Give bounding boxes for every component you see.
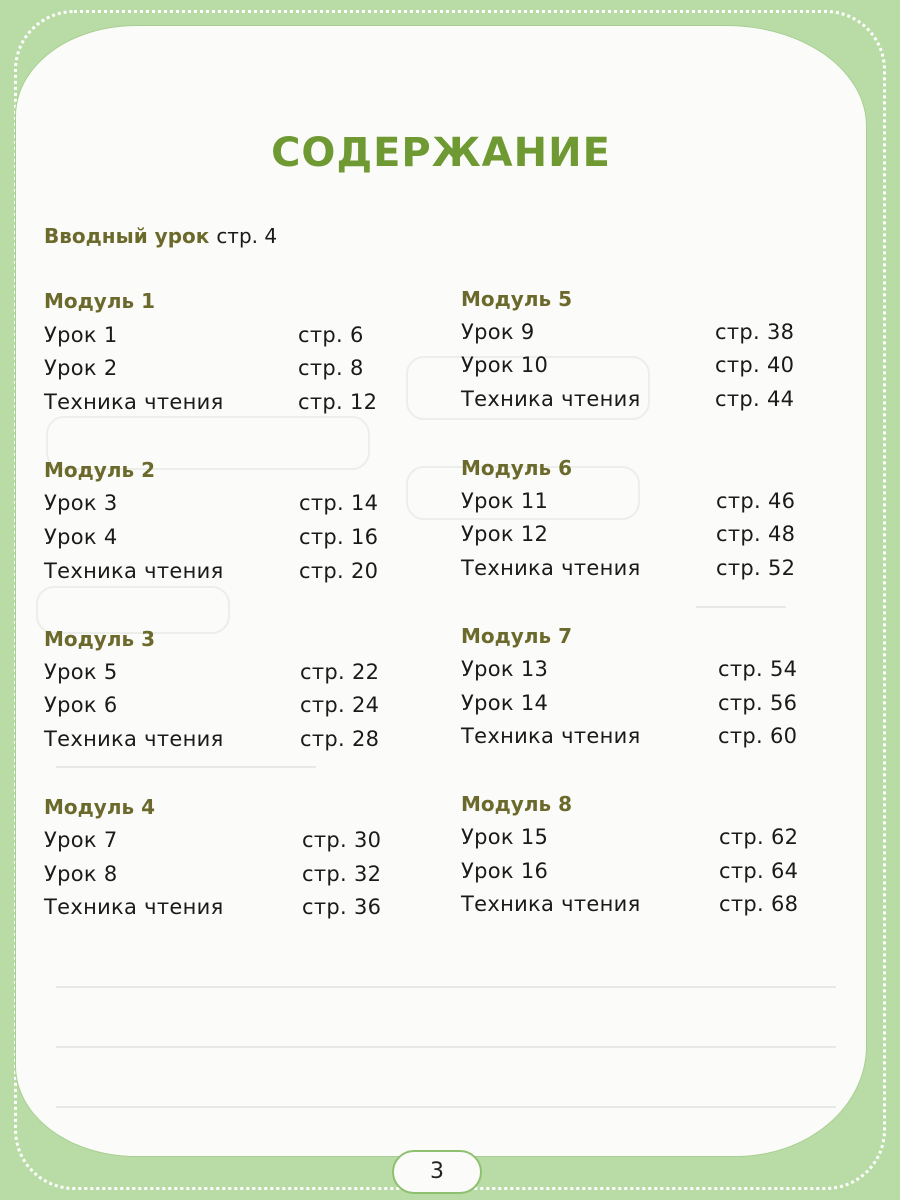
lesson-label: Урок 15	[461, 825, 549, 849]
lesson-page: стр. 64	[719, 859, 799, 883]
lesson-label: Техника чтения	[44, 727, 224, 751]
lesson-label: Урок 13	[461, 657, 549, 681]
module-heading: Модуль 6	[461, 456, 573, 480]
toc-row	[44, 892, 382, 922]
lesson-page: стр. 52	[716, 556, 796, 580]
toc-row	[44, 488, 379, 518]
show-through-line	[56, 986, 836, 988]
lesson-page: стр. 62	[719, 825, 799, 849]
content-page	[16, 26, 866, 1156]
toc-row	[461, 856, 799, 886]
lesson-label: Техника чтения	[461, 556, 641, 580]
toc-row	[461, 317, 795, 347]
toc-row	[461, 889, 799, 919]
toc-row	[461, 384, 795, 414]
lesson-page: стр. 56	[718, 691, 798, 715]
toc-row	[461, 688, 798, 718]
toc-row	[461, 519, 796, 549]
toc-row	[44, 657, 380, 687]
page-title: СОДЕРЖАНИЕ	[271, 130, 611, 176]
toc-row	[44, 556, 379, 586]
lesson-label: Урок 3	[44, 491, 118, 515]
toc-row	[461, 486, 796, 516]
module-heading: Модуль 4	[44, 795, 156, 819]
lesson-label: Урок 7	[44, 828, 118, 852]
lesson-label: Урок 4	[44, 525, 118, 549]
toc-row	[461, 350, 795, 380]
module-heading: Модуль 2	[44, 458, 156, 482]
toc-row	[44, 825, 382, 855]
lesson-label: Урок 2	[44, 356, 118, 380]
lesson-label: Урок 11	[461, 489, 549, 513]
intro-lesson-row	[44, 221, 277, 251]
module-heading: Модуль 3	[44, 627, 156, 651]
lesson-page: стр. 36	[302, 895, 382, 919]
show-through-line	[56, 1046, 836, 1048]
lesson-page: стр. 24	[300, 693, 380, 717]
lesson-label: Техника чтения	[44, 895, 224, 919]
lesson-page: стр. 40	[715, 353, 795, 377]
lesson-page: стр. 60	[718, 724, 798, 748]
lesson-label: Урок 16	[461, 859, 549, 883]
toc-row	[44, 522, 379, 552]
lesson-page: стр. 22	[300, 660, 380, 684]
lesson-page: стр. 14	[299, 491, 379, 515]
lesson-page: стр. 30	[302, 828, 382, 852]
lesson-page: стр. 28	[300, 727, 380, 751]
lesson-label: Урок 8	[44, 862, 118, 886]
lesson-label: Техника чтения	[461, 387, 641, 411]
module-heading: Модуль 8	[461, 792, 573, 816]
lesson-label: Урок 9	[461, 320, 535, 344]
lesson-label: Техника чтения	[44, 390, 224, 414]
show-through-line	[696, 606, 786, 608]
module-heading: Модуль 5	[461, 287, 573, 311]
lesson-page: стр. 32	[302, 862, 382, 886]
toc-row	[44, 859, 382, 889]
lesson-page: стр. 46	[716, 489, 796, 513]
toc-row	[461, 721, 798, 751]
lesson-page: стр. 54	[718, 657, 798, 681]
lesson-page: стр. 12	[298, 390, 378, 414]
toc-row	[44, 353, 364, 383]
lesson-page: стр. 44	[715, 387, 795, 411]
show-through-line	[56, 766, 316, 768]
toc-row	[44, 724, 380, 754]
lesson-label: Урок 12	[461, 522, 549, 546]
lesson-page: стр. 20	[299, 559, 379, 583]
lesson-label: Урок 10	[461, 353, 549, 377]
lesson-page: стр. 38	[715, 320, 795, 344]
page-number: 3	[392, 1150, 482, 1194]
lesson-page: стр. 8	[298, 356, 364, 380]
toc-row	[461, 822, 799, 852]
lesson-label: Урок 14	[461, 691, 549, 715]
lesson-page: стр. 48	[716, 522, 796, 546]
lesson-label: Техника чтения	[461, 892, 641, 916]
lesson-label: Урок 5	[44, 660, 118, 684]
module-heading: Модуль 7	[461, 624, 573, 648]
lesson-page: стр. 6	[298, 323, 364, 347]
module-heading: Модуль 1	[44, 289, 156, 313]
toc-row	[44, 690, 380, 720]
lesson-label: Урок 1	[44, 323, 118, 347]
intro-lesson-label: Вводный урок	[44, 224, 210, 248]
lesson-page: стр. 68	[719, 892, 799, 916]
toc-row	[461, 654, 798, 684]
intro-lesson-page: стр. 4	[216, 224, 278, 248]
toc-row	[44, 320, 364, 350]
lesson-label: Техника чтения	[461, 724, 641, 748]
lesson-label: Техника чтения	[44, 559, 224, 583]
lesson-label: Урок 6	[44, 693, 118, 717]
show-through-line	[56, 1106, 836, 1108]
toc-row	[461, 553, 796, 583]
toc-row	[44, 387, 378, 417]
lesson-page: стр. 16	[299, 525, 379, 549]
